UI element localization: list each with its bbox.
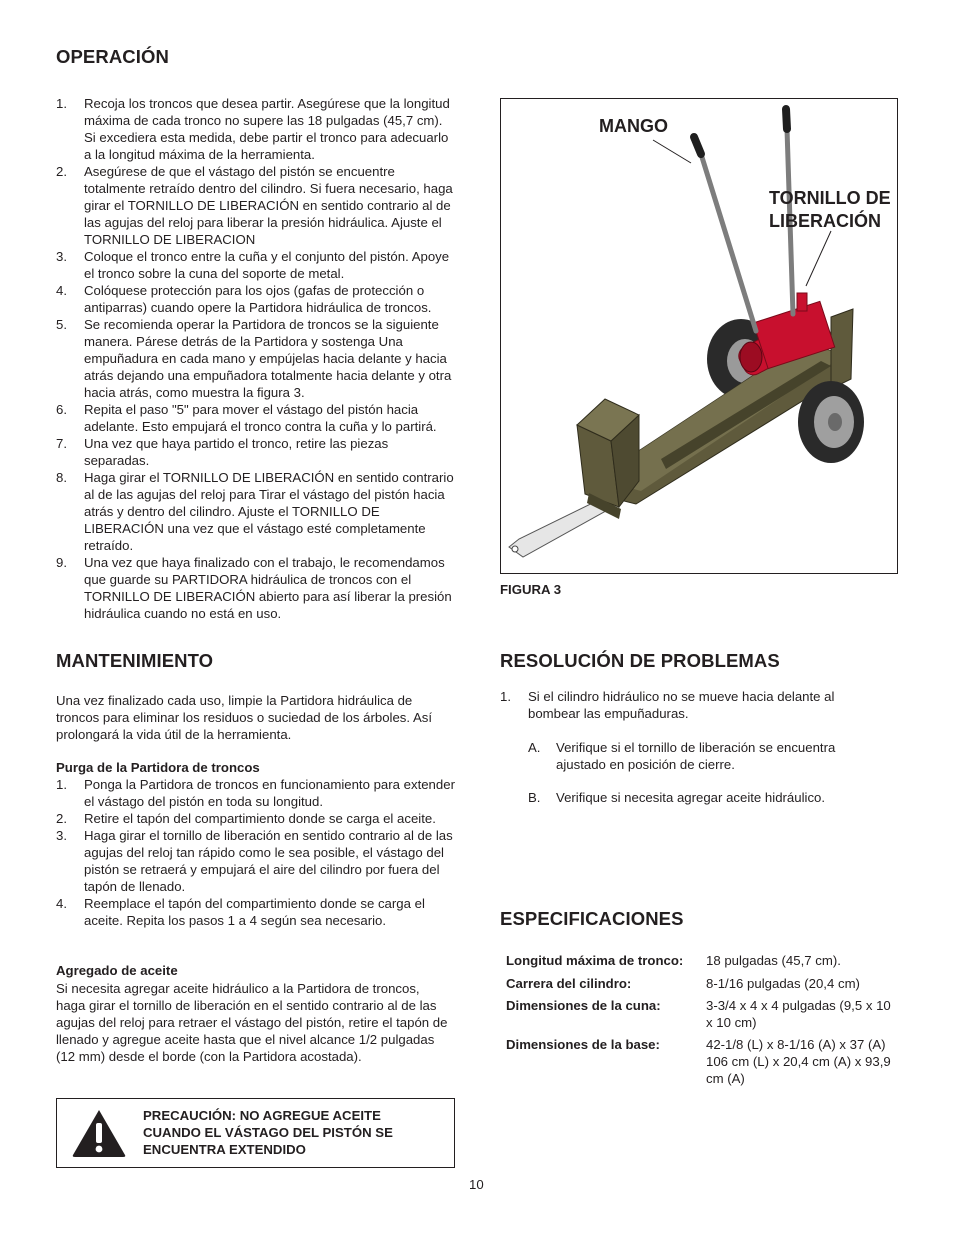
resolucion-item-a: A. Verifique si el tornillo de liberación se encuentra ajustado en posición de cierre.: [528, 740, 836, 772]
caution-text: PRECAUCIÓN: NO AGREGUE ACEITE CUANDO EL VÁSTAGO DEL PISTÓN SE ENCUENTRA EXTENDIDO: [143, 1108, 393, 1157]
mango-label: MANGO: [599, 116, 668, 136]
list-item: 6. Repita el paso "5" para mover el vástago del pistón hacia adelante. Esto empujará el tronco contra la cuña y lo partirá.: [56, 402, 437, 434]
especificaciones-heading: ESPECIFICACIONES: [500, 908, 684, 929]
purga-steps: [56, 776, 456, 929]
page-number: 10: [469, 1177, 484, 1192]
release-screw: [797, 293, 807, 311]
tornillo-callout-line: [806, 231, 831, 286]
end-plate: [831, 309, 853, 389]
list-item: 8. Haga girar el TORNILLO DE LIBERACIÓN en sentido contrario al de las agujas del reloj para Tirar el vástago del pistón hacia atrás y dentro del cilindro. Ajuste el TORNILLO DE LIBERACIÓN una vez que el vástago esté completamente retraído.: [56, 470, 454, 553]
operacion-heading: OPERACIÓN: [56, 46, 169, 67]
warning-icon: [71, 1108, 127, 1158]
purga-subheading: Purga de la Partidora de troncos: [56, 760, 260, 775]
list-item: 9. Una vez que haya finalizado con el trabajo, le recomendamos que guarde su PARTIDORA hidráulica de troncos con el TORNILLO DE LIBERACIÓN abierto para así liberar la presión hidráulica cuando no está en uso.: [56, 555, 452, 621]
list-item: 3. Haga girar el tornillo de liberación en sentido contrario al de las agujas del reloj tan rápido como le sea posible, el vástago del pistón se retraerá y empujará el aire del cilindro por fuera del tapón de llenado.: [56, 828, 453, 894]
caution-box: [56, 1098, 455, 1168]
figure-3-illustration: [500, 98, 898, 574]
mantenimiento-intro: Una vez finalizado cada uso, limpie la Partidora hidráulica de troncos para eliminar los residuos o suciedad de los árboles. Así prolongará la vida útil de la herramienta.: [56, 693, 433, 742]
list-item: 4. Colóquese protección para los ojos (gafas de protección o antiparras) cuando opere la Partidora hidráulica de troncos.: [56, 283, 432, 315]
mantenimiento-heading: MANTENIMIENTO: [56, 650, 214, 671]
list-item: 4. Reemplace el tapón del compartimiento donde se carga el aceite. Repita los pasos 1 a 4 según sea necesario.: [56, 896, 425, 928]
list-item: 2. Retire el tapón del compartimiento donde se carga el aceite.: [56, 811, 436, 826]
list-item: 2. Asegúrese de que el vástago del pistón se encuentre totalmente retraído dentro del cilindro. Si fuera necesario, haga girar el TORNILLO DE LIBERACIÓN en sentido contrario al de las agujas del reloj para liberar la presión hidráulica. Ajuste el TORNILLO DE LIBERACION: [56, 164, 453, 247]
resolucion-item-b: B. Verifique si necesita agregar aceite hidráulico.: [528, 790, 826, 805]
list-item: 7. Una vez que haya partido el tronco, retire las piezas separadas.: [56, 436, 389, 468]
log-splitter-drawing: [501, 99, 897, 573]
list-item: 5. Se recomienda operar la Partidora de troncos se la siguiente manera. Párese detrás de la Partidora y sostenga Una empuñadura en cada mano y empújelas hacia delante y hacia atrás dejando una empuñadora totalmente hacia delante y otra hacia atrás, como muestra la figura 3.: [56, 317, 452, 400]
list-item: 3. Coloque el tronco entre la cuña y el conjunto del pistón. Apoye el tronco sobre la cuna del soporte de metal.: [56, 249, 450, 281]
handle-1: [701, 154, 756, 331]
operacion-steps: [56, 95, 456, 622]
figure-caption: FIGURA 3: [500, 582, 562, 597]
resolucion-heading: RESOLUCIÓN DE PROBLEMAS: [500, 650, 780, 671]
list-item: 1. Ponga la Partidora de troncos en funcionamiento para extender el vástago del pistón en toda su longitud.: [56, 777, 455, 809]
aceite-subheading: Agregado de aceite: [56, 963, 178, 978]
mango-callout-line: [653, 140, 691, 163]
tornillo-label-line-1: TORNILLO DE: [769, 188, 891, 208]
aceite-text: Si necesita agregar aceite hidráulico a la Partidora de troncos, haga girar el tornillo de liberación en el sentido contrario al de las agujas del reloj para retraer el vástago del pistón, retire el tapón de llenado y agregue aceite hasta que el nivel alcance 1/2 pulgadas (12 mm) desde el borde (con la Partidora acostada).: [56, 981, 448, 1064]
resolucion-item-1: 1. Si el cilindro hidráulico no se mueve hacia delante al bombear las empuñaduras.: [500, 689, 835, 721]
list-item: 1. Recoja los troncos que desea partir. Asegúrese que la longitud máxima de cada tronco no supere las 18 pulgadas (45,7 cm). Si excediera esta medida, debe partir el tronco para adecuarlo a la longitud máxima de la herramienta.: [56, 96, 450, 162]
spec-table: Longitud máxima de tronco: 18 pulgadas (45,7 cm). Carrera del cilindro: 8-1/16 pulgadas (20,4 cm) Dimensiones de la cuna: 3-3/4 x 4 x 4 pulgadas (9,5 x 10 x 10 cm) Dimensiones de la base: 42-1/8 (L) x 8-1/16 (A) x 37 (A) 106 cm (L) x 20,4 cm (A) x 93,9 cm (A): [506, 953, 891, 1086]
tornillo-label-line-2: LIBERACIÓN: [769, 211, 881, 231]
